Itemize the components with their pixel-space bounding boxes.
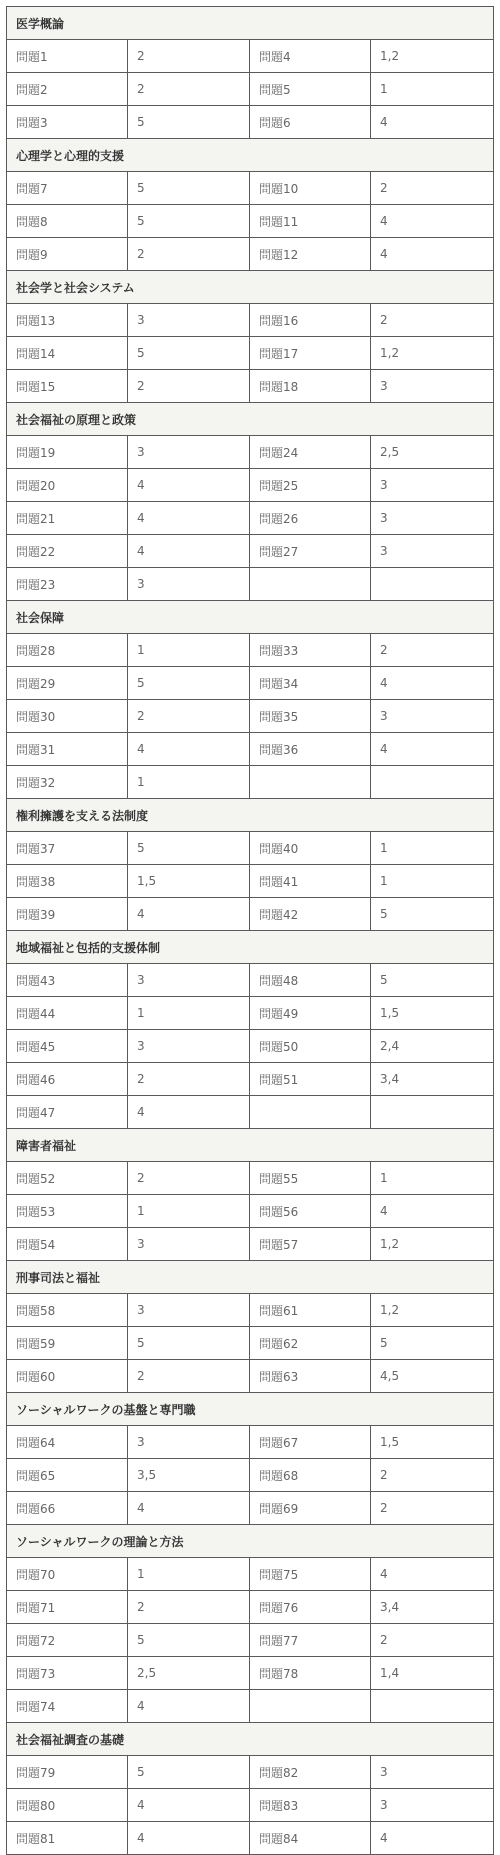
question-label: 問題23: [7, 568, 128, 601]
table-row: [7, 238, 494, 271]
answer-value: 5: [128, 1624, 250, 1657]
table-row: [7, 1195, 494, 1228]
answer-value: 4: [128, 1789, 250, 1822]
answer-value: 1: [128, 766, 250, 799]
section-header-row: [7, 601, 494, 634]
table-row: [7, 1591, 494, 1624]
question-label: 問題55: [250, 1162, 371, 1195]
question-label: [250, 1690, 371, 1723]
question-label: 問題44: [7, 997, 128, 1030]
answer-value: 4: [371, 106, 494, 139]
answer-value: 3,5: [128, 1459, 250, 1492]
question-label: 問題46: [7, 1063, 128, 1096]
table-row: [7, 964, 494, 997]
answer-value: 1: [128, 634, 250, 667]
table-row: [7, 997, 494, 1030]
answer-value: 4: [371, 667, 494, 700]
answer-value: 2: [128, 73, 250, 106]
answer-value: 2: [128, 1360, 250, 1393]
answer-value: 3: [371, 535, 494, 568]
table-row: [7, 1756, 494, 1789]
answer-value: [371, 1096, 494, 1129]
answer-value: 2,4: [371, 1030, 494, 1063]
table-row: [7, 766, 494, 799]
section-header-row: [7, 1525, 494, 1558]
answer-value: 2,5: [128, 1657, 250, 1690]
answer-value: 4: [128, 1096, 250, 1129]
table-row: [7, 1294, 494, 1327]
answer-value: 2: [371, 304, 494, 337]
question-label: 問題77: [250, 1624, 371, 1657]
table-row: [7, 1558, 494, 1591]
question-label: 問題26: [250, 502, 371, 535]
answer-value: 4: [128, 502, 250, 535]
answer-value: 4: [371, 238, 494, 271]
question-label: 問題59: [7, 1327, 128, 1360]
table-row: [7, 634, 494, 667]
answer-value: 3: [371, 370, 494, 403]
section-title: ソーシャルワークの基盤と専門職: [7, 1393, 494, 1426]
answer-value: 4: [371, 1195, 494, 1228]
table-row: [7, 568, 494, 601]
question-label: 問題48: [250, 964, 371, 997]
section-title: 権利擁護を支える法制度: [7, 799, 494, 832]
answer-value: 2: [128, 370, 250, 403]
answer-value: 1: [371, 832, 494, 865]
table-row: [7, 1063, 494, 1096]
question-label: 問題9: [7, 238, 128, 271]
question-label: 問題73: [7, 1657, 128, 1690]
question-label: 問題39: [7, 898, 128, 931]
question-label: 問題16: [250, 304, 371, 337]
question-label: 問題21: [7, 502, 128, 535]
answer-value: 4: [128, 535, 250, 568]
answer-value: 4: [128, 1690, 250, 1723]
answer-value: 3: [128, 304, 250, 337]
answer-value: 2: [371, 1492, 494, 1525]
answer-value: 2: [128, 700, 250, 733]
answer-value: 3: [128, 436, 250, 469]
question-label: 問題72: [7, 1624, 128, 1657]
question-label: 問題52: [7, 1162, 128, 1195]
section-header-row: [7, 931, 494, 964]
answer-value: 3: [128, 568, 250, 601]
table-row: [7, 502, 494, 535]
answer-value: 5: [128, 832, 250, 865]
question-label: 問題68: [250, 1459, 371, 1492]
answer-value: 1,2: [371, 337, 494, 370]
answer-value: 2,5: [371, 436, 494, 469]
table-row: [7, 1096, 494, 1129]
section-title: 刑事司法と福祉: [7, 1261, 494, 1294]
question-label: 問題29: [7, 667, 128, 700]
answer-value: 2: [371, 1459, 494, 1492]
answer-value: 2: [371, 634, 494, 667]
answer-value: 4: [128, 733, 250, 766]
answer-value: 3: [128, 1228, 250, 1261]
table-row: [7, 832, 494, 865]
question-label: 問題76: [250, 1591, 371, 1624]
table-row: [7, 1822, 494, 1855]
question-label: 問題49: [250, 997, 371, 1030]
table-row: [7, 1624, 494, 1657]
question-label: 問題81: [7, 1822, 128, 1855]
question-label: 問題22: [7, 535, 128, 568]
table-row: [7, 304, 494, 337]
answer-value: 5: [371, 898, 494, 931]
answer-value: 1,5: [128, 865, 250, 898]
answer-value: 4: [128, 1822, 250, 1855]
question-label: 問題70: [7, 1558, 128, 1591]
table-row: [7, 172, 494, 205]
table-row: [7, 1162, 494, 1195]
question-label: [250, 766, 371, 799]
table-row: [7, 700, 494, 733]
section-title: ソーシャルワークの理論と方法: [7, 1525, 494, 1558]
question-label: 問題33: [250, 634, 371, 667]
answer-value: 2: [371, 172, 494, 205]
table-row: [7, 667, 494, 700]
question-label: 問題40: [250, 832, 371, 865]
question-label: 問題15: [7, 370, 128, 403]
answer-value: 2: [128, 238, 250, 271]
answer-value: 4: [128, 898, 250, 931]
question-label: 問題78: [250, 1657, 371, 1690]
table-row: [7, 865, 494, 898]
answer-value: 1: [128, 997, 250, 1030]
answer-value: 4: [371, 1558, 494, 1591]
question-label: 問題27: [250, 535, 371, 568]
section-header-row: [7, 1129, 494, 1162]
section-title: 社会福祉調査の基礎: [7, 1723, 494, 1756]
table-row: [7, 436, 494, 469]
answer-value: 3: [371, 1789, 494, 1822]
table-row: [7, 106, 494, 139]
answer-value: 1,5: [371, 1426, 494, 1459]
question-label: 問題17: [250, 337, 371, 370]
question-label: 問題38: [7, 865, 128, 898]
answer-value: 5: [128, 106, 250, 139]
answer-value: 5: [128, 172, 250, 205]
answer-value: 2: [128, 1591, 250, 1624]
answer-value: 5: [128, 205, 250, 238]
question-label: 問題24: [250, 436, 371, 469]
table-row: [7, 205, 494, 238]
table-row: [7, 73, 494, 106]
question-label: 問題5: [250, 73, 371, 106]
section-title: 社会福祉の原理と政策: [7, 403, 494, 436]
answer-value: 2: [128, 1063, 250, 1096]
answer-value: 4: [371, 733, 494, 766]
question-label: 問題67: [250, 1426, 371, 1459]
question-label: 問題54: [7, 1228, 128, 1261]
table-row: [7, 1789, 494, 1822]
question-label: 問題13: [7, 304, 128, 337]
answer-value: 3: [128, 1294, 250, 1327]
answer-value: 3: [128, 1426, 250, 1459]
answer-value: [371, 568, 494, 601]
table-row: [7, 1492, 494, 1525]
table-row: [7, 733, 494, 766]
table-row: [7, 40, 494, 73]
answer-value: 1: [128, 1558, 250, 1591]
section-title: 社会保障: [7, 601, 494, 634]
question-label: 問題31: [7, 733, 128, 766]
answer-value: 1: [371, 73, 494, 106]
question-label: 問題47: [7, 1096, 128, 1129]
question-label: 問題45: [7, 1030, 128, 1063]
question-label: 問題74: [7, 1690, 128, 1723]
answer-value: 2: [128, 40, 250, 73]
question-label: 問題69: [250, 1492, 371, 1525]
question-label: 問題57: [250, 1228, 371, 1261]
table-row: [7, 1228, 494, 1261]
question-label: 問題25: [250, 469, 371, 502]
answer-value: 1,4: [371, 1657, 494, 1690]
question-label: 問題83: [250, 1789, 371, 1822]
question-label: 問題35: [250, 700, 371, 733]
question-label: 問題8: [7, 205, 128, 238]
question-label: 問題60: [7, 1360, 128, 1393]
answer-value: 5: [128, 667, 250, 700]
answer-value: 3: [371, 700, 494, 733]
table-row: [7, 337, 494, 370]
answer-value: 1,2: [371, 40, 494, 73]
table-row: [7, 1030, 494, 1063]
answer-value: 3,4: [371, 1063, 494, 1096]
question-label: 問題43: [7, 964, 128, 997]
section-header-row: [7, 7, 494, 40]
section-header-row: [7, 403, 494, 436]
answer-value: 5: [128, 337, 250, 370]
answer-value: 2: [128, 1162, 250, 1195]
question-label: 問題3: [7, 106, 128, 139]
question-label: 問題28: [7, 634, 128, 667]
answer-value: 3: [128, 1030, 250, 1063]
answer-value: 4: [128, 469, 250, 502]
question-label: 問題51: [250, 1063, 371, 1096]
answer-value: 4: [128, 1492, 250, 1525]
question-label: 問題63: [250, 1360, 371, 1393]
question-label: [250, 1096, 371, 1129]
question-label: 問題36: [250, 733, 371, 766]
answer-value: 1: [371, 1162, 494, 1195]
question-label: 問題65: [7, 1459, 128, 1492]
question-label: 問題80: [7, 1789, 128, 1822]
table-row: [7, 370, 494, 403]
question-label: 問題6: [250, 106, 371, 139]
question-label: 問題12: [250, 238, 371, 271]
table-row: [7, 898, 494, 931]
section-header-row: [7, 1393, 494, 1426]
answer-value: 4,5: [371, 1360, 494, 1393]
section-title: 心理学と心理的支援: [7, 139, 494, 172]
section-title: 社会学と社会システム: [7, 271, 494, 304]
question-label: 問題19: [7, 436, 128, 469]
question-label: 問題75: [250, 1558, 371, 1591]
answer-value: 5: [128, 1756, 250, 1789]
question-label: 問題58: [7, 1294, 128, 1327]
table-row: [7, 1459, 494, 1492]
question-label: 問題37: [7, 832, 128, 865]
answer-value: 4: [371, 1822, 494, 1855]
question-label: 問題30: [7, 700, 128, 733]
answer-value: 3: [371, 469, 494, 502]
question-label: 問題41: [250, 865, 371, 898]
answer-value: 3: [371, 502, 494, 535]
section-title: 障害者福祉: [7, 1129, 494, 1162]
question-label: 問題66: [7, 1492, 128, 1525]
answer-value: 1,2: [371, 1228, 494, 1261]
question-label: 問題42: [250, 898, 371, 931]
question-label: 問題71: [7, 1591, 128, 1624]
answer-table-body: [7, 7, 494, 1855]
question-label: 問題10: [250, 172, 371, 205]
question-label: 問題32: [7, 766, 128, 799]
answer-value: 1,2: [371, 1294, 494, 1327]
table-row: [7, 1327, 494, 1360]
question-label: 問題34: [250, 667, 371, 700]
section-header-row: [7, 139, 494, 172]
question-label: 問題82: [250, 1756, 371, 1789]
answer-value: 1: [128, 1195, 250, 1228]
question-label: [250, 568, 371, 601]
question-label: 問題7: [7, 172, 128, 205]
answer-value: [371, 766, 494, 799]
section-header-row: [7, 1723, 494, 1756]
question-label: 問題1: [7, 40, 128, 73]
question-label: 問題14: [7, 337, 128, 370]
question-label: 問題62: [250, 1327, 371, 1360]
answer-value: 2: [371, 1624, 494, 1657]
table-row: [7, 1690, 494, 1723]
question-label: 問題84: [250, 1822, 371, 1855]
question-label: 問題20: [7, 469, 128, 502]
question-label: 問題64: [7, 1426, 128, 1459]
section-title: 医学概論: [7, 7, 494, 40]
answer-value: 3: [371, 1756, 494, 1789]
answer-value: 1,5: [371, 997, 494, 1030]
question-label: 問題4: [250, 40, 371, 73]
answer-value: 5: [128, 1327, 250, 1360]
section-header-row: [7, 1261, 494, 1294]
answer-value: 5: [371, 1327, 494, 1360]
answer-value: [371, 1690, 494, 1723]
question-label: 問題53: [7, 1195, 128, 1228]
answer-table: [6, 6, 494, 1855]
question-label: 問題56: [250, 1195, 371, 1228]
answer-value: 3,4: [371, 1591, 494, 1624]
answer-value: 4: [371, 205, 494, 238]
section-title: 地域福祉と包括的支援体制: [7, 931, 494, 964]
section-header-row: [7, 799, 494, 832]
question-label: 問題2: [7, 73, 128, 106]
answer-value: 1: [371, 865, 494, 898]
table-row: [7, 469, 494, 502]
section-header-row: [7, 271, 494, 304]
question-label: 問題11: [250, 205, 371, 238]
answer-value: 3: [128, 964, 250, 997]
table-row: [7, 1360, 494, 1393]
table-row: [7, 1426, 494, 1459]
question-label: 問題50: [250, 1030, 371, 1063]
table-row: [7, 535, 494, 568]
question-label: 問題61: [250, 1294, 371, 1327]
question-label: 問題18: [250, 370, 371, 403]
question-label: 問題79: [7, 1756, 128, 1789]
answer-value: 5: [371, 964, 494, 997]
table-row: [7, 1657, 494, 1690]
